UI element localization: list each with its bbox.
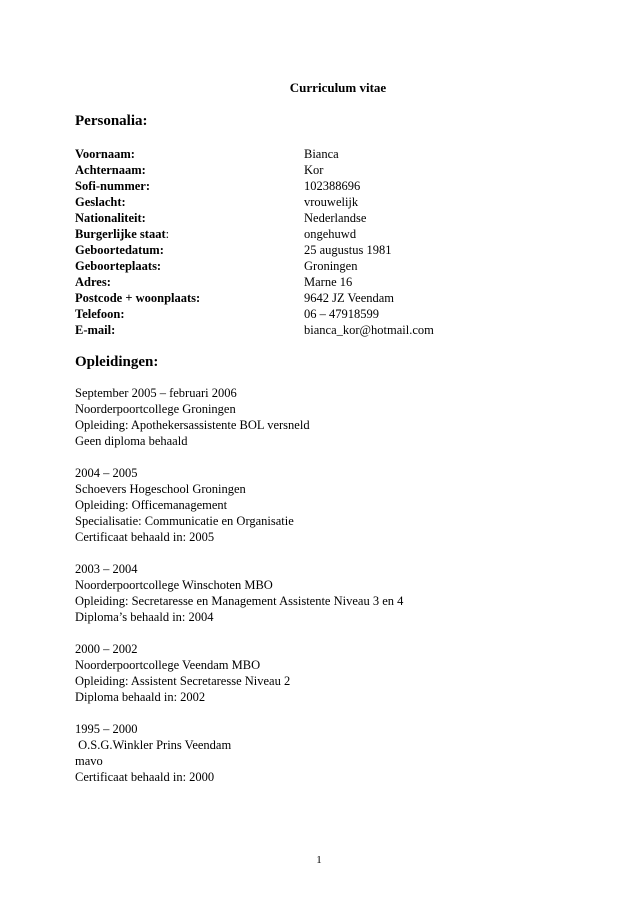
personalia-value: 06 – 47918599 [304, 307, 379, 321]
personalia-label-text: Sofi-nummer: [75, 179, 150, 193]
personalia-label-text: Nationaliteit: [75, 211, 146, 225]
education-line: Geen diploma behaald [75, 434, 188, 448]
personalia-table [75, 146, 555, 338]
personalia-heading: Personalia: [75, 113, 148, 129]
personalia-value: 25 augustus 1981 [304, 243, 392, 257]
personalia-label-text: Burgerlijke staat [75, 227, 166, 241]
education-line: Certificaat behaald in: 2005 [75, 530, 215, 544]
education-line: Opleiding: Assistent Secretaresse Niveau 2 [75, 674, 291, 688]
personalia-label [75, 258, 304, 274]
education-line: 2000 – 2002 [75, 642, 138, 656]
document-title-text: Curriculum vitae [289, 80, 387, 95]
personalia-label [75, 146, 304, 162]
education-line: Opleiding: Secretaresse en Management Assistente Niveau 3 en 4 [75, 594, 404, 608]
education-line: Noorderpoortcollege Groningen [75, 402, 236, 416]
personalia-label [75, 226, 304, 242]
education-line: Noorderpoortcollege Winschoten MBO [75, 578, 273, 592]
personalia-label [75, 242, 304, 258]
personalia-value: Bianca [304, 147, 339, 161]
personalia-label-text: Postcode + woonplaats: [75, 291, 201, 305]
personalia-label [75, 210, 304, 226]
personalia-value: Kor [304, 163, 324, 177]
education-line: Certificaat behaald in: 2000 [75, 770, 215, 784]
personalia-value: Nederlandse [304, 211, 367, 225]
education-line: 1995 – 2000 [75, 722, 138, 736]
personalia-row [75, 322, 555, 338]
education-line: Specialisatie: Communicatie en Organisatie [75, 514, 294, 528]
personalia-row [75, 162, 555, 178]
personalia-value: Marne 16 [304, 275, 353, 289]
personalia-row [75, 306, 555, 322]
education-line: mavo [75, 754, 103, 768]
personalia-label-text: Geboortedatum: [75, 243, 164, 257]
education-entry [75, 561, 595, 625]
education-line: 2004 – 2005 [75, 466, 138, 480]
personalia-value: bianca_kor@hotmail.com [304, 323, 434, 337]
education-entry [75, 641, 595, 705]
education-line: O.S.G.Winkler Prins Veendam [75, 738, 232, 752]
personalia-value: 102388696 [304, 179, 361, 193]
personalia-row [75, 210, 555, 226]
education-line: Diploma behaald in: 2002 [75, 690, 206, 704]
personalia-value: vrouwelijk [304, 195, 359, 209]
personalia-row [75, 146, 555, 162]
education-entry [75, 721, 595, 785]
personalia-row [75, 194, 555, 210]
personalia-value: ongehuwd [304, 227, 357, 241]
personalia-label [75, 322, 304, 338]
personalia-label [75, 178, 304, 194]
personalia-value: Groningen [304, 259, 358, 273]
personalia-row [75, 290, 555, 306]
education-line: Opleiding: Apothekersassistente BOL versneld [75, 418, 310, 432]
personalia-label-text: Adres: [75, 275, 111, 289]
personalia-label [75, 274, 304, 290]
personalia-row [75, 242, 555, 258]
personalia-label-text: Achternaam: [75, 163, 146, 177]
education-line: Noorderpoortcollege Veendam MBO [75, 658, 261, 672]
education-line: Opleiding: Officemanagement [75, 498, 228, 512]
personalia-label [75, 306, 304, 322]
personalia-label-suffix: : [165, 227, 170, 241]
personalia-label-text: E-mail: [75, 323, 116, 337]
education-entry [75, 385, 595, 449]
personalia-row [75, 226, 555, 242]
personalia-label-text: Geslacht: [75, 195, 126, 209]
document-title [0, 80, 638, 96]
personalia-label-text: Telefoon: [75, 307, 125, 321]
personalia-row [75, 258, 555, 274]
education-line: September 2005 – februari 2006 [75, 386, 237, 400]
education-line: 2003 – 2004 [75, 562, 138, 576]
personalia-label [75, 194, 304, 210]
personalia-label-text: Voornaam: [75, 147, 135, 161]
opleidingen-heading: Opleidingen: [75, 354, 159, 370]
personalia-label [75, 290, 304, 306]
education-line: Diploma’s behaald in: 2004 [75, 610, 214, 624]
education-list [75, 385, 595, 801]
personalia-label [75, 162, 304, 178]
education-line: Schoevers Hogeschool Groningen [75, 482, 246, 496]
personalia-label-text: Geboorteplaats: [75, 259, 162, 273]
personalia-row [75, 274, 555, 290]
personalia-value: 9642 JZ Veendam [304, 291, 395, 305]
education-entry [75, 465, 595, 545]
page-number: 1 [316, 854, 322, 866]
personalia-row [75, 178, 555, 194]
